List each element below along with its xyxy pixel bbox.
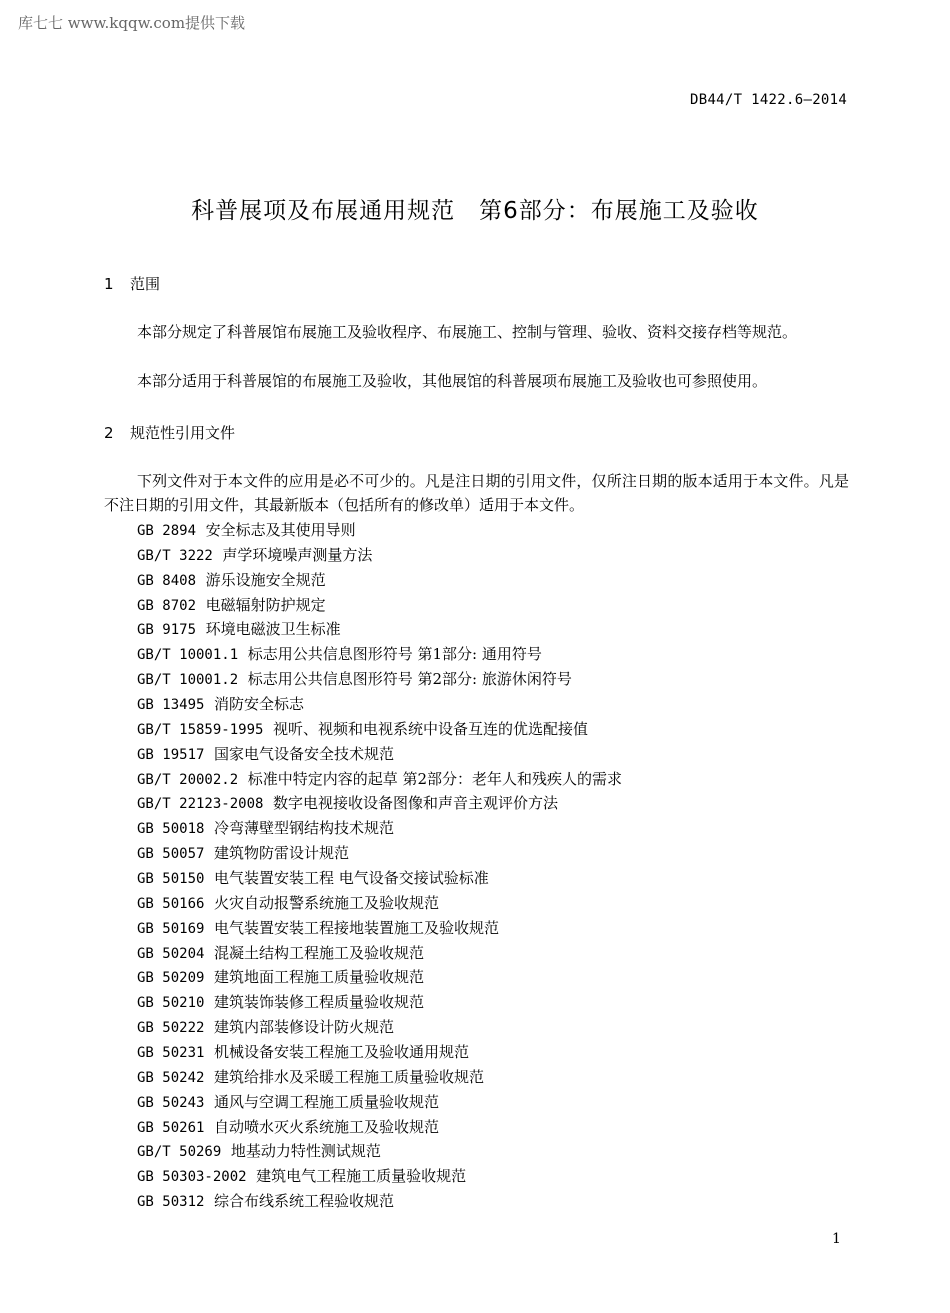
- reference-code: GB 50150: [137, 871, 205, 888]
- reference-item: [137, 965, 622, 990]
- reference-item: [137, 816, 622, 841]
- reference-item: [137, 692, 622, 717]
- reference-title: 视听、视频和电视系统中设备互连的优选配接值: [272, 719, 588, 738]
- reference-code: GB 50204: [137, 945, 205, 962]
- reference-code: GB/T 15859-1995: [137, 721, 264, 738]
- reference-title: 建筑内部装修设计防火规范: [213, 1018, 394, 1037]
- document-number: DB44/T 1422.6—2014: [690, 92, 848, 108]
- reference-title: 消防安全标志: [213, 695, 304, 714]
- reference-item: [137, 1015, 622, 1040]
- reference-title: 标志用公共信息图形符号 第1部分: 通用符号: [247, 645, 542, 664]
- reference-code: GB 50312: [137, 1194, 205, 1211]
- reference-code: GB 50243: [137, 1094, 205, 1111]
- reference-title: 混凝土结构工程施工及验收规范: [213, 943, 424, 962]
- references-intro-paragraph: 下列文件对于本文件的应用是必不可少的。凡是注日期的引用文件，仅所注日期的版本适用于本文件。凡是不注日期的引用文件，其最新版本（包括所有的修改单）适用于本文件。: [104, 472, 849, 514]
- reference-code: GB 50166: [137, 895, 205, 912]
- reference-title: 安全标志及其使用导则: [205, 521, 356, 539]
- reference-item: [137, 518, 622, 543]
- reference-separator: [204, 894, 214, 912]
- reference-code: GB/T 50269: [137, 1144, 222, 1161]
- reference-title: 建筑地面工程施工质量验收规范: [213, 968, 424, 987]
- reference-item: [137, 891, 622, 916]
- reference-separator: [247, 1167, 257, 1185]
- reference-title: 电磁辐射防护规定: [205, 595, 326, 614]
- reference-item: [137, 1065, 622, 1090]
- reference-separator: [204, 944, 214, 962]
- reference-title: 电气装置安装工程 电气设备交接试验标准: [213, 869, 489, 888]
- reference-code: GB 9175: [137, 622, 197, 639]
- section-heading-normative-references: [104, 422, 235, 443]
- reference-code: GB 8702: [137, 597, 197, 614]
- reference-title: 建筑装饰装修工程质量验收规范: [213, 993, 424, 1012]
- reference-title: 游乐设施安全规范: [205, 570, 326, 589]
- section-heading-scope: [104, 273, 160, 294]
- reference-code: GB 50303-2002: [137, 1169, 247, 1186]
- reference-code: GB 8408: [137, 572, 197, 589]
- reference-item: [137, 767, 622, 792]
- reference-item: [137, 717, 622, 742]
- reference-separator: [238, 770, 248, 788]
- reference-code: GB 50261: [137, 1119, 205, 1136]
- reference-item: [137, 841, 622, 866]
- reference-code: GB 50169: [137, 920, 205, 937]
- reference-separator: [238, 670, 248, 688]
- reference-code: GB 13495: [137, 697, 205, 714]
- reference-item: [137, 1164, 622, 1189]
- reference-item: [137, 1189, 622, 1214]
- reference-title: 环境电磁波卫生标准: [205, 620, 341, 639]
- reference-item: [137, 617, 622, 642]
- reference-title: 火灾自动报警系统施工及验收规范: [213, 893, 439, 912]
- reference-title: 冷弯薄壁型钢结构技术规范: [213, 819, 394, 838]
- reference-code: GB 50231: [137, 1045, 205, 1062]
- reference-title: 电气装置安装工程接地装置施工及验收规范: [213, 918, 499, 937]
- reference-code: GB/T 10001.2: [137, 672, 239, 689]
- reference-code: GB/T 3222: [137, 547, 213, 564]
- reference-code: GB 2894: [137, 523, 197, 539]
- reference-item: [137, 916, 622, 941]
- reference-separator: [204, 695, 214, 713]
- reference-separator: [204, 1192, 214, 1210]
- reference-separator: [204, 1118, 214, 1136]
- page-number: 1: [832, 1231, 841, 1247]
- reference-title: 机械设备安装工程施工及验收通用规范: [213, 1043, 469, 1062]
- reference-title: 声学环境噪声测量方法: [222, 545, 373, 564]
- reference-separator: [204, 844, 214, 862]
- section-number: 2: [104, 424, 114, 442]
- reference-title: 地基动力特性测试规范: [230, 1142, 381, 1161]
- reference-separator: [213, 546, 223, 564]
- reference-code: GB 50210: [137, 995, 205, 1012]
- reference-title: 国家电气设备安全技术规范: [213, 744, 394, 763]
- reference-item: [137, 1090, 622, 1115]
- reference-item: [137, 791, 622, 816]
- reference-code: GB 50018: [137, 821, 205, 838]
- reference-separator: [263, 794, 273, 812]
- reference-item: [137, 742, 622, 767]
- reference-separator: [204, 819, 214, 837]
- reference-separator: [196, 596, 206, 614]
- reference-title: 标准中特定内容的起草 第2部分：老年人和残疾人的需求: [247, 769, 623, 788]
- reference-item: [137, 990, 622, 1015]
- reference-title: 综合布线系统工程验收规范: [213, 1192, 394, 1211]
- reference-separator: [204, 1043, 214, 1061]
- reference-separator: [221, 1142, 231, 1160]
- reference-separator: [196, 620, 206, 638]
- reference-separator: [238, 645, 248, 663]
- section-title: 规范性引用文件: [130, 424, 236, 442]
- reference-separator: [196, 571, 206, 589]
- reference-separator: [204, 1068, 214, 1086]
- section-title: 范围: [130, 275, 161, 293]
- reference-title: 建筑电气工程施工质量验收规范: [256, 1167, 467, 1186]
- reference-item: [137, 642, 622, 667]
- scope-paragraph-1: 本部分规定了科普展馆布展施工及验收程序、布展施工、控制与管理、验收、资料交接存档等规范。: [137, 323, 798, 341]
- reference-item: [137, 667, 622, 692]
- reference-code: GB/T 22123-2008: [137, 796, 264, 813]
- reference-separator: [204, 745, 214, 763]
- reference-item: [137, 866, 622, 891]
- document-title: 科普展项及布展通用规范 第6部分：布展施工及验收: [191, 198, 759, 224]
- reference-title: 建筑物防雷设计规范: [213, 844, 349, 863]
- reference-separator: [196, 521, 206, 539]
- reference-separator: [204, 869, 214, 887]
- reference-code: GB/T 20002.2: [137, 771, 239, 788]
- reference-title: 建筑给排水及采暖工程施工质量验收规范: [213, 1067, 484, 1086]
- reference-title: 标志用公共信息图形符号 第2部分: 旅游休闲符号: [247, 670, 572, 689]
- reference-separator: [204, 968, 214, 986]
- reference-code: GB 50242: [137, 1069, 205, 1086]
- reference-title: 通风与空调工程施工质量验收规范: [213, 1092, 439, 1111]
- reference-title: 数字电视接收设备图像和声音主观评价方法: [272, 794, 558, 813]
- reference-code: GB/T 10001.1: [137, 647, 239, 664]
- reference-separator: [204, 1093, 214, 1111]
- reference-item: [137, 543, 622, 568]
- reference-item: [137, 568, 622, 593]
- reference-item: [137, 1139, 622, 1164]
- watermark-text: 库七七 www.kqqw.com提供下载: [18, 14, 246, 32]
- reference-code: GB 50209: [137, 970, 205, 987]
- reference-list: [137, 518, 622, 1214]
- reference-title: 自动喷水灭火系统施工及验收规范: [213, 1117, 439, 1136]
- reference-item: [137, 593, 622, 618]
- reference-separator: [204, 993, 214, 1011]
- reference-code: GB 19517: [137, 746, 205, 763]
- section-number: 1: [104, 275, 114, 293]
- reference-item: [137, 1040, 622, 1065]
- reference-code: GB 50222: [137, 1020, 205, 1037]
- reference-separator: [204, 919, 214, 937]
- reference-separator: [204, 1018, 214, 1036]
- reference-item: [137, 941, 622, 966]
- reference-item: [137, 1115, 622, 1140]
- scope-paragraph-2: 本部分适用于科普展馆的布展施工及验收，其他展馆的科普展项布展施工及验收也可参照使用。: [137, 372, 768, 390]
- reference-code: GB 50057: [137, 846, 205, 863]
- reference-separator: [263, 720, 273, 738]
